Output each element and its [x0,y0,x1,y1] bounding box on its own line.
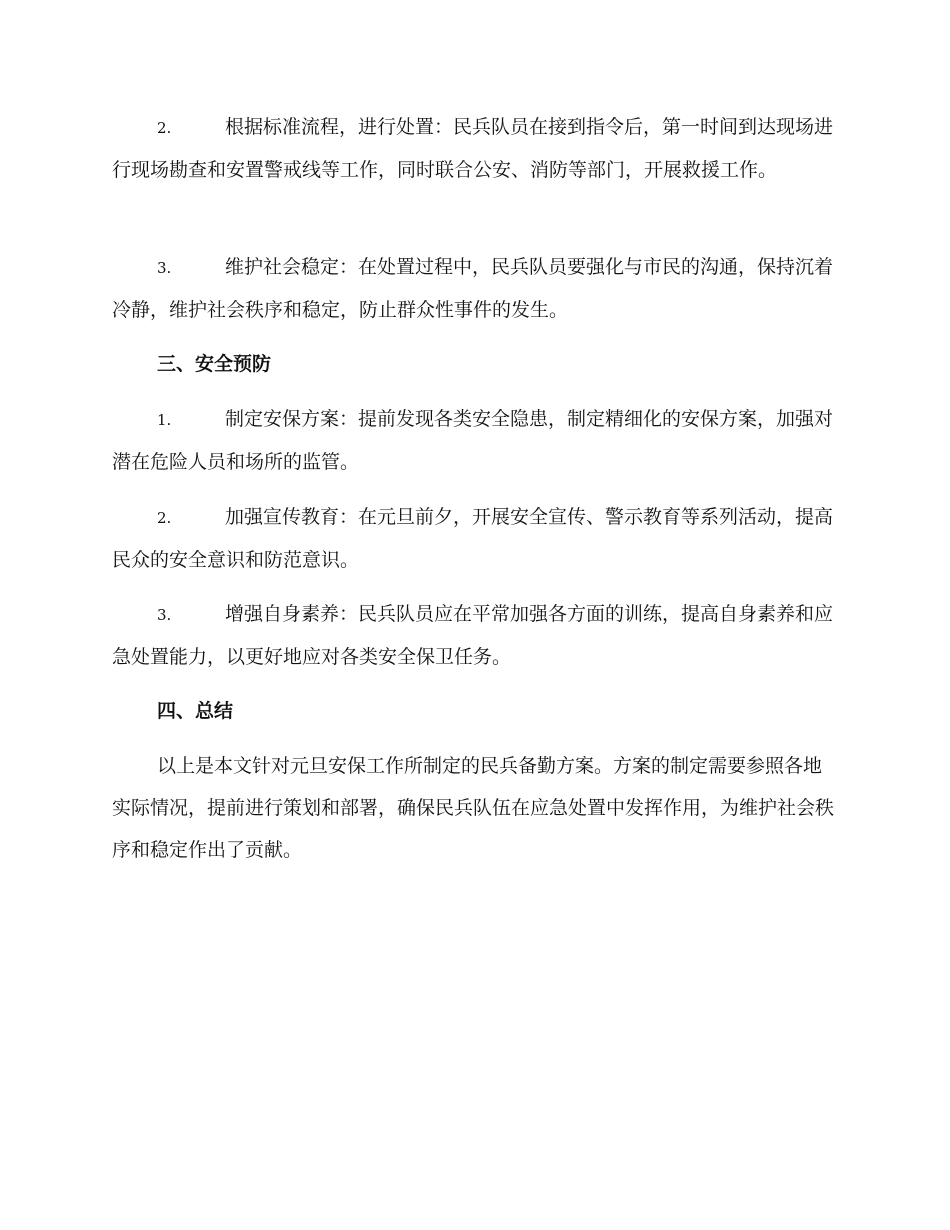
list-item [112,106,834,191]
list-item-number: 2. [157,509,172,527]
list-item [112,593,834,678]
list-item-text: 制定安保方案：提前发现各类安全隐患，制定精细化的安保方案，加强对潜在危险人员和场所的监管。 [112,408,834,473]
list-item-number: 2. [157,119,172,137]
section-heading-summary: 四、总结 [157,700,234,722]
list-item [112,496,834,581]
list-item-number: 3. [157,259,172,277]
summary-paragraph: 以上是本文针对元旦安保工作所制定的民兵备勤方案。方案的制定需要参照各地实际情况，提前进行策划和部署，确保民兵队伍在应急处置中发挥作用，为维护社会秩序和稳定作出了贡献。 [112,755,835,861]
section-heading-prevention: 三、安全预防 [157,353,272,375]
list-item [112,398,834,483]
list-item-text: 加强宣传教育：在元旦前夕，开展安全宣传、警示教育等系列活动，提高民众的安全意识和防范意识。 [112,506,834,571]
list-item-text: 维护社会稳定：在处置过程中，民兵队员要强化与市民的沟通，保持沉着冷静，维护社会秩序和稳定，防止群众性事件的发生。 [112,256,834,321]
list-item-number: 1. [157,411,172,429]
list-item-text: 根据标准流程，进行处置：民兵队员在接到指令后，第一时间到达现场进行现场勘查和安置警戒线等工作，同时联合公安、消防等部门，开展救援工作。 [112,116,834,181]
list-item [112,246,834,331]
list-item-number: 3. [157,606,172,624]
list-item-text: 增强自身素养：民兵队员应在平常加强各方面的训练，提高自身素养和应急处置能力，以更好地应对各类安全保卫任务。 [112,603,834,668]
